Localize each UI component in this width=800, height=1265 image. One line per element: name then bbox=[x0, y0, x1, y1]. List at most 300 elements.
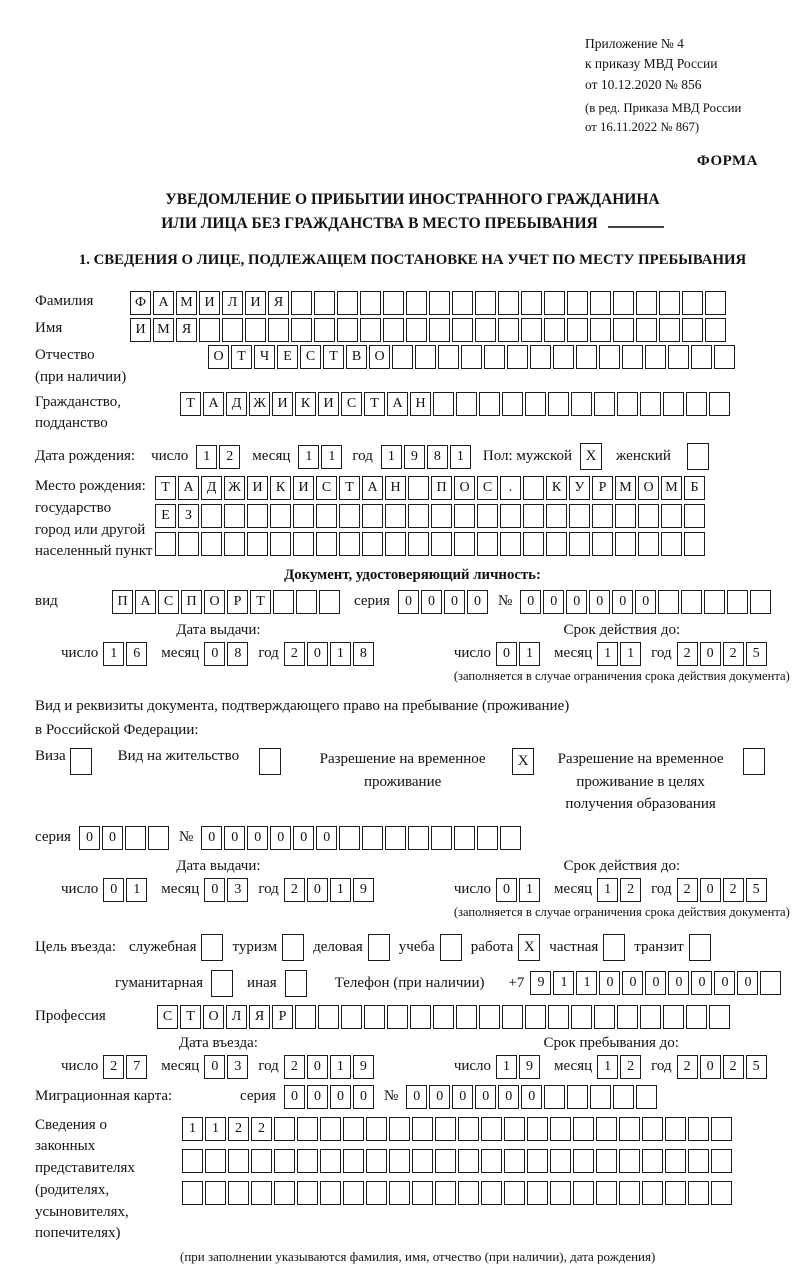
form-cell[interactable] bbox=[704, 590, 725, 614]
form-cell[interactable] bbox=[228, 1181, 249, 1205]
form-cell[interactable] bbox=[711, 1149, 732, 1173]
form-cell[interactable] bbox=[688, 1181, 709, 1205]
form-cell[interactable]: У bbox=[569, 476, 590, 500]
form-cell[interactable]: 0 bbox=[429, 1085, 450, 1109]
form-cell[interactable] bbox=[297, 1149, 318, 1173]
form-cell[interactable] bbox=[500, 826, 521, 850]
form-cell[interactable] bbox=[638, 532, 659, 556]
form-cell[interactable] bbox=[619, 1149, 640, 1173]
form-cell[interactable] bbox=[314, 318, 335, 342]
form-cell[interactable]: Т bbox=[155, 476, 176, 500]
form-cell[interactable]: 9 bbox=[404, 445, 425, 469]
form-cell[interactable]: 0 bbox=[307, 1055, 328, 1079]
form-cell[interactable] bbox=[251, 1149, 272, 1173]
form-cell[interactable]: К bbox=[546, 476, 567, 500]
form-cell[interactable]: В bbox=[346, 345, 367, 369]
form-cell[interactable]: 1 bbox=[597, 878, 618, 902]
form-cell[interactable] bbox=[389, 1181, 410, 1205]
form-cell[interactable] bbox=[615, 504, 636, 528]
form-cell[interactable]: 2 bbox=[677, 642, 698, 666]
form-cell[interactable]: 9 bbox=[353, 878, 374, 902]
form-cell[interactable] bbox=[481, 1181, 502, 1205]
form-cell[interactable] bbox=[291, 318, 312, 342]
form-cell[interactable]: И bbox=[130, 318, 151, 342]
form-cell[interactable]: Л bbox=[222, 291, 243, 315]
form-cell[interactable]: 0 bbox=[498, 1085, 519, 1109]
form-cell[interactable]: Р bbox=[227, 590, 248, 614]
form-cell[interactable] bbox=[544, 291, 565, 315]
form-cell[interactable]: 2 bbox=[723, 1055, 744, 1079]
form-cell[interactable] bbox=[251, 1181, 272, 1205]
form-cell[interactable] bbox=[293, 532, 314, 556]
form-cell[interactable]: А bbox=[203, 392, 224, 416]
form-cell[interactable] bbox=[412, 1117, 433, 1141]
form-cell[interactable] bbox=[274, 1117, 295, 1141]
form-cell[interactable] bbox=[148, 826, 169, 850]
form-cell[interactable]: Д bbox=[201, 476, 222, 500]
form-cell[interactable]: О bbox=[204, 590, 225, 614]
form-cell[interactable] bbox=[438, 345, 459, 369]
form-cell[interactable]: А bbox=[387, 392, 408, 416]
form-cell[interactable]: 2 bbox=[251, 1117, 272, 1141]
form-cell[interactable] bbox=[659, 318, 680, 342]
form-cell[interactable] bbox=[431, 826, 452, 850]
form-cell[interactable] bbox=[224, 532, 245, 556]
form-cell[interactable]: 2 bbox=[677, 878, 698, 902]
form-cell[interactable] bbox=[429, 318, 450, 342]
form-cell[interactable]: 0 bbox=[284, 1085, 305, 1109]
form-cell[interactable] bbox=[387, 1005, 408, 1029]
form-cell[interactable] bbox=[205, 1149, 226, 1173]
sex-female-checkbox[interactable] bbox=[687, 443, 709, 470]
form-cell[interactable] bbox=[316, 532, 337, 556]
form-cell[interactable] bbox=[705, 318, 726, 342]
form-cell[interactable]: 8 bbox=[353, 642, 374, 666]
form-cell[interactable]: 0 bbox=[543, 590, 564, 614]
form-cell[interactable] bbox=[550, 1181, 571, 1205]
form-cell[interactable] bbox=[569, 504, 590, 528]
form-cell[interactable]: Т bbox=[323, 345, 344, 369]
form-cell[interactable] bbox=[659, 291, 680, 315]
form-cell[interactable] bbox=[544, 318, 565, 342]
form-cell[interactable]: Я bbox=[268, 291, 289, 315]
form-cell[interactable] bbox=[760, 971, 781, 995]
form-cell[interactable]: 2 bbox=[219, 445, 240, 469]
form-cell[interactable] bbox=[433, 1005, 454, 1029]
form-cell[interactable]: 0 bbox=[270, 826, 291, 850]
form-cell[interactable]: М bbox=[615, 476, 636, 500]
form-cell[interactable] bbox=[615, 532, 636, 556]
form-cell[interactable]: Ф bbox=[130, 291, 151, 315]
form-cell[interactable] bbox=[576, 345, 597, 369]
form-cell[interactable] bbox=[567, 1085, 588, 1109]
form-cell[interactable]: 0 bbox=[700, 878, 721, 902]
form-cell[interactable] bbox=[406, 291, 427, 315]
form-cell[interactable]: 0 bbox=[406, 1085, 427, 1109]
form-cell[interactable] bbox=[619, 1117, 640, 1141]
form-cell[interactable] bbox=[319, 590, 340, 614]
purpose-business-checkbox[interactable] bbox=[368, 934, 390, 961]
form-cell[interactable]: И bbox=[318, 392, 339, 416]
form-cell[interactable]: 3 bbox=[227, 1055, 248, 1079]
form-cell[interactable]: 0 bbox=[103, 878, 124, 902]
form-cell[interactable] bbox=[636, 291, 657, 315]
form-cell[interactable]: 0 bbox=[589, 590, 610, 614]
form-cell[interactable]: 1 bbox=[450, 445, 471, 469]
form-cell[interactable] bbox=[665, 1149, 686, 1173]
form-cell[interactable] bbox=[573, 1149, 594, 1173]
form-cell[interactable]: 9 bbox=[519, 1055, 540, 1079]
form-cell[interactable] bbox=[362, 504, 383, 528]
form-cell[interactable] bbox=[477, 504, 498, 528]
form-cell[interactable]: 1 bbox=[330, 1055, 351, 1079]
form-cell[interactable] bbox=[435, 1149, 456, 1173]
form-cell[interactable]: Н bbox=[385, 476, 406, 500]
form-cell[interactable] bbox=[714, 345, 735, 369]
form-cell[interactable] bbox=[498, 318, 519, 342]
form-cell[interactable] bbox=[297, 1181, 318, 1205]
form-cell[interactable] bbox=[412, 1149, 433, 1173]
form-cell[interactable] bbox=[481, 1117, 502, 1141]
form-cell[interactable]: 0 bbox=[316, 826, 337, 850]
form-cell[interactable]: 0 bbox=[635, 590, 656, 614]
form-cell[interactable] bbox=[594, 1005, 615, 1029]
form-cell[interactable] bbox=[548, 1005, 569, 1029]
form-cell[interactable] bbox=[201, 504, 222, 528]
form-cell[interactable] bbox=[343, 1181, 364, 1205]
form-cell[interactable]: Т bbox=[364, 392, 385, 416]
form-cell[interactable] bbox=[613, 291, 634, 315]
form-cell[interactable] bbox=[270, 504, 291, 528]
form-cell[interactable] bbox=[415, 345, 436, 369]
form-cell[interactable]: Ч bbox=[254, 345, 275, 369]
form-cell[interactable] bbox=[360, 318, 381, 342]
form-cell[interactable]: 0 bbox=[102, 826, 123, 850]
form-cell[interactable]: 1 bbox=[321, 445, 342, 469]
form-cell[interactable]: Р bbox=[272, 1005, 293, 1029]
temp-residence-education-checkbox[interactable] bbox=[743, 748, 765, 775]
form-cell[interactable] bbox=[454, 532, 475, 556]
form-cell[interactable]: 0 bbox=[204, 642, 225, 666]
form-cell[interactable] bbox=[291, 291, 312, 315]
form-cell[interactable]: 2 bbox=[620, 1055, 641, 1079]
form-cell[interactable] bbox=[525, 1005, 546, 1029]
form-cell[interactable]: Т bbox=[339, 476, 360, 500]
form-cell[interactable] bbox=[596, 1149, 617, 1173]
form-cell[interactable]: О bbox=[454, 476, 475, 500]
form-cell[interactable] bbox=[640, 1005, 661, 1029]
form-cell[interactable] bbox=[548, 392, 569, 416]
form-cell[interactable] bbox=[571, 1005, 592, 1029]
form-cell[interactable] bbox=[268, 318, 289, 342]
form-cell[interactable]: 1 bbox=[553, 971, 574, 995]
form-cell[interactable]: 1 bbox=[381, 445, 402, 469]
form-cell[interactable] bbox=[663, 1005, 684, 1029]
form-cell[interactable]: И bbox=[247, 476, 268, 500]
form-cell[interactable]: С bbox=[158, 590, 179, 614]
form-cell[interactable]: 0 bbox=[79, 826, 100, 850]
form-cell[interactable] bbox=[410, 1005, 431, 1029]
form-cell[interactable] bbox=[274, 1149, 295, 1173]
form-cell[interactable] bbox=[617, 1005, 638, 1029]
form-cell[interactable]: К bbox=[270, 476, 291, 500]
form-cell[interactable] bbox=[636, 318, 657, 342]
form-cell[interactable] bbox=[452, 318, 473, 342]
form-cell[interactable] bbox=[452, 291, 473, 315]
form-cell[interactable] bbox=[553, 345, 574, 369]
form-cell[interactable]: Т bbox=[180, 392, 201, 416]
form-cell[interactable]: 6 bbox=[126, 642, 147, 666]
form-cell[interactable] bbox=[270, 532, 291, 556]
form-cell[interactable]: 0 bbox=[700, 642, 721, 666]
form-cell[interactable] bbox=[688, 1149, 709, 1173]
form-cell[interactable]: 2 bbox=[284, 642, 305, 666]
form-cell[interactable]: Я bbox=[249, 1005, 270, 1029]
form-cell[interactable]: З bbox=[178, 504, 199, 528]
form-cell[interactable]: 0 bbox=[668, 971, 689, 995]
form-cell[interactable] bbox=[613, 318, 634, 342]
form-cell[interactable]: П bbox=[431, 476, 452, 500]
form-cell[interactable]: 1 bbox=[126, 878, 147, 902]
form-cell[interactable] bbox=[199, 318, 220, 342]
sex-male-checkbox[interactable]: X bbox=[580, 443, 602, 470]
form-cell[interactable]: О bbox=[208, 345, 229, 369]
purpose-private-checkbox[interactable] bbox=[603, 934, 625, 961]
form-cell[interactable] bbox=[686, 1005, 707, 1029]
form-cell[interactable] bbox=[178, 532, 199, 556]
form-cell[interactable]: Р bbox=[592, 476, 613, 500]
form-cell[interactable]: 1 bbox=[519, 878, 540, 902]
form-cell[interactable] bbox=[224, 504, 245, 528]
form-cell[interactable]: 1 bbox=[103, 642, 124, 666]
form-cell[interactable]: 0 bbox=[612, 590, 633, 614]
form-cell[interactable] bbox=[341, 1005, 362, 1029]
form-cell[interactable] bbox=[521, 318, 542, 342]
form-cell[interactable] bbox=[590, 291, 611, 315]
form-cell[interactable]: Т bbox=[250, 590, 271, 614]
form-cell[interactable] bbox=[684, 504, 705, 528]
form-cell[interactable]: 7 bbox=[126, 1055, 147, 1079]
form-cell[interactable] bbox=[364, 1005, 385, 1029]
form-cell[interactable] bbox=[477, 532, 498, 556]
form-cell[interactable]: Л bbox=[226, 1005, 247, 1029]
form-cell[interactable]: 9 bbox=[530, 971, 551, 995]
form-cell[interactable]: 0 bbox=[622, 971, 643, 995]
form-cell[interactable] bbox=[318, 1005, 339, 1029]
form-cell[interactable]: С bbox=[300, 345, 321, 369]
form-cell[interactable] bbox=[711, 1117, 732, 1141]
form-cell[interactable] bbox=[125, 826, 146, 850]
form-cell[interactable]: А bbox=[178, 476, 199, 500]
form-cell[interactable] bbox=[596, 1117, 617, 1141]
form-cell[interactable]: . bbox=[500, 476, 521, 500]
form-cell[interactable]: М bbox=[176, 291, 197, 315]
form-cell[interactable] bbox=[642, 1117, 663, 1141]
form-cell[interactable]: Т bbox=[180, 1005, 201, 1029]
form-cell[interactable] bbox=[412, 1181, 433, 1205]
form-cell[interactable] bbox=[295, 1005, 316, 1029]
form-cell[interactable]: 0 bbox=[467, 590, 488, 614]
form-cell[interactable] bbox=[435, 1181, 456, 1205]
form-cell[interactable] bbox=[337, 318, 358, 342]
form-cell[interactable]: 2 bbox=[228, 1117, 249, 1141]
form-cell[interactable]: 2 bbox=[723, 878, 744, 902]
form-cell[interactable] bbox=[247, 532, 268, 556]
form-cell[interactable] bbox=[454, 504, 475, 528]
form-cell[interactable] bbox=[523, 504, 544, 528]
form-cell[interactable] bbox=[182, 1149, 203, 1173]
form-cell[interactable] bbox=[592, 532, 613, 556]
form-cell[interactable] bbox=[569, 532, 590, 556]
form-cell[interactable] bbox=[527, 1181, 548, 1205]
form-cell[interactable] bbox=[665, 1117, 686, 1141]
purpose-humanitarian-checkbox[interactable] bbox=[211, 970, 233, 997]
form-cell[interactable] bbox=[594, 392, 615, 416]
form-cell[interactable]: 0 bbox=[421, 590, 442, 614]
title-blank-line[interactable] bbox=[608, 222, 664, 228]
form-cell[interactable]: И bbox=[199, 291, 220, 315]
form-cell[interactable]: 0 bbox=[204, 878, 225, 902]
form-cell[interactable] bbox=[274, 1181, 295, 1205]
form-cell[interactable]: П bbox=[112, 590, 133, 614]
form-cell[interactable] bbox=[590, 318, 611, 342]
form-cell[interactable] bbox=[429, 291, 450, 315]
form-cell[interactable]: 8 bbox=[427, 445, 448, 469]
form-cell[interactable]: 0 bbox=[700, 1055, 721, 1079]
form-cell[interactable] bbox=[383, 318, 404, 342]
form-cell[interactable] bbox=[498, 291, 519, 315]
form-cell[interactable] bbox=[686, 392, 707, 416]
form-cell[interactable] bbox=[530, 345, 551, 369]
form-cell[interactable] bbox=[681, 590, 702, 614]
form-cell[interactable] bbox=[521, 291, 542, 315]
visa-checkbox[interactable] bbox=[70, 748, 92, 775]
form-cell[interactable] bbox=[385, 504, 406, 528]
form-cell[interactable] bbox=[668, 345, 689, 369]
form-cell[interactable]: 1 bbox=[597, 1055, 618, 1079]
form-cell[interactable]: 1 bbox=[205, 1117, 226, 1141]
form-cell[interactable] bbox=[500, 532, 521, 556]
form-cell[interactable]: И bbox=[293, 476, 314, 500]
form-cell[interactable] bbox=[385, 532, 406, 556]
form-cell[interactable]: 0 bbox=[520, 590, 541, 614]
form-cell[interactable] bbox=[389, 1117, 410, 1141]
form-cell[interactable]: 1 bbox=[196, 445, 217, 469]
form-cell[interactable]: П bbox=[181, 590, 202, 614]
form-cell[interactable]: 0 bbox=[307, 642, 328, 666]
form-cell[interactable] bbox=[523, 532, 544, 556]
form-cell[interactable] bbox=[550, 1149, 571, 1173]
form-cell[interactable] bbox=[461, 345, 482, 369]
form-cell[interactable] bbox=[454, 826, 475, 850]
form-cell[interactable]: Я bbox=[176, 318, 197, 342]
form-cell[interactable]: С bbox=[341, 392, 362, 416]
form-cell[interactable]: 1 bbox=[330, 642, 351, 666]
form-cell[interactable] bbox=[320, 1117, 341, 1141]
form-cell[interactable] bbox=[596, 1181, 617, 1205]
form-cell[interactable]: 0 bbox=[224, 826, 245, 850]
form-cell[interactable]: А bbox=[153, 291, 174, 315]
form-cell[interactable] bbox=[366, 1117, 387, 1141]
form-cell[interactable] bbox=[458, 1181, 479, 1205]
form-cell[interactable] bbox=[273, 590, 294, 614]
form-cell[interactable] bbox=[682, 291, 703, 315]
form-cell[interactable]: Е bbox=[277, 345, 298, 369]
form-cell[interactable] bbox=[688, 1117, 709, 1141]
form-cell[interactable] bbox=[431, 504, 452, 528]
form-cell[interactable] bbox=[613, 1085, 634, 1109]
form-cell[interactable] bbox=[408, 826, 429, 850]
form-cell[interactable] bbox=[546, 532, 567, 556]
form-cell[interactable] bbox=[571, 392, 592, 416]
form-cell[interactable] bbox=[479, 392, 500, 416]
purpose-transit-checkbox[interactable] bbox=[689, 934, 711, 961]
form-cell[interactable]: 1 bbox=[576, 971, 597, 995]
form-cell[interactable]: 0 bbox=[599, 971, 620, 995]
form-cell[interactable] bbox=[638, 504, 659, 528]
form-cell[interactable] bbox=[544, 1085, 565, 1109]
form-cell[interactable] bbox=[456, 1005, 477, 1029]
form-cell[interactable] bbox=[617, 392, 638, 416]
form-cell[interactable]: 8 bbox=[227, 642, 248, 666]
residence-permit-checkbox[interactable] bbox=[259, 748, 281, 775]
form-cell[interactable] bbox=[337, 291, 358, 315]
form-cell[interactable] bbox=[507, 345, 528, 369]
form-cell[interactable]: 5 bbox=[746, 642, 767, 666]
form-cell[interactable] bbox=[658, 590, 679, 614]
form-cell[interactable] bbox=[475, 291, 496, 315]
form-cell[interactable] bbox=[663, 392, 684, 416]
form-cell[interactable] bbox=[182, 1181, 203, 1205]
form-cell[interactable] bbox=[339, 826, 360, 850]
form-cell[interactable] bbox=[481, 1149, 502, 1173]
form-cell[interactable]: 0 bbox=[737, 971, 758, 995]
form-cell[interactable] bbox=[636, 1085, 657, 1109]
form-cell[interactable] bbox=[527, 1117, 548, 1141]
form-cell[interactable]: И bbox=[245, 291, 266, 315]
form-cell[interactable] bbox=[640, 392, 661, 416]
form-cell[interactable]: А bbox=[362, 476, 383, 500]
form-cell[interactable]: О bbox=[638, 476, 659, 500]
form-cell[interactable]: 2 bbox=[677, 1055, 698, 1079]
form-cell[interactable]: 2 bbox=[284, 1055, 305, 1079]
form-cell[interactable]: 2 bbox=[620, 878, 641, 902]
form-cell[interactable]: 1 bbox=[182, 1117, 203, 1141]
form-cell[interactable] bbox=[408, 532, 429, 556]
form-cell[interactable] bbox=[573, 1181, 594, 1205]
form-cell[interactable] bbox=[343, 1149, 364, 1173]
form-cell[interactable]: 0 bbox=[521, 1085, 542, 1109]
form-cell[interactable]: 0 bbox=[691, 971, 712, 995]
form-cell[interactable] bbox=[599, 345, 620, 369]
form-cell[interactable] bbox=[245, 318, 266, 342]
form-cell[interactable] bbox=[619, 1181, 640, 1205]
form-cell[interactable]: 1 bbox=[298, 445, 319, 469]
form-cell[interactable]: 0 bbox=[714, 971, 735, 995]
form-cell[interactable] bbox=[362, 532, 383, 556]
form-cell[interactable] bbox=[684, 532, 705, 556]
form-cell[interactable]: 0 bbox=[496, 642, 517, 666]
form-cell[interactable] bbox=[366, 1181, 387, 1205]
form-cell[interactable] bbox=[709, 1005, 730, 1029]
form-cell[interactable] bbox=[316, 504, 337, 528]
form-cell[interactable]: 3 bbox=[227, 878, 248, 902]
form-cell[interactable]: Ж bbox=[249, 392, 270, 416]
form-cell[interactable]: 0 bbox=[452, 1085, 473, 1109]
form-cell[interactable] bbox=[406, 318, 427, 342]
form-cell[interactable]: 0 bbox=[293, 826, 314, 850]
form-cell[interactable]: И bbox=[272, 392, 293, 416]
